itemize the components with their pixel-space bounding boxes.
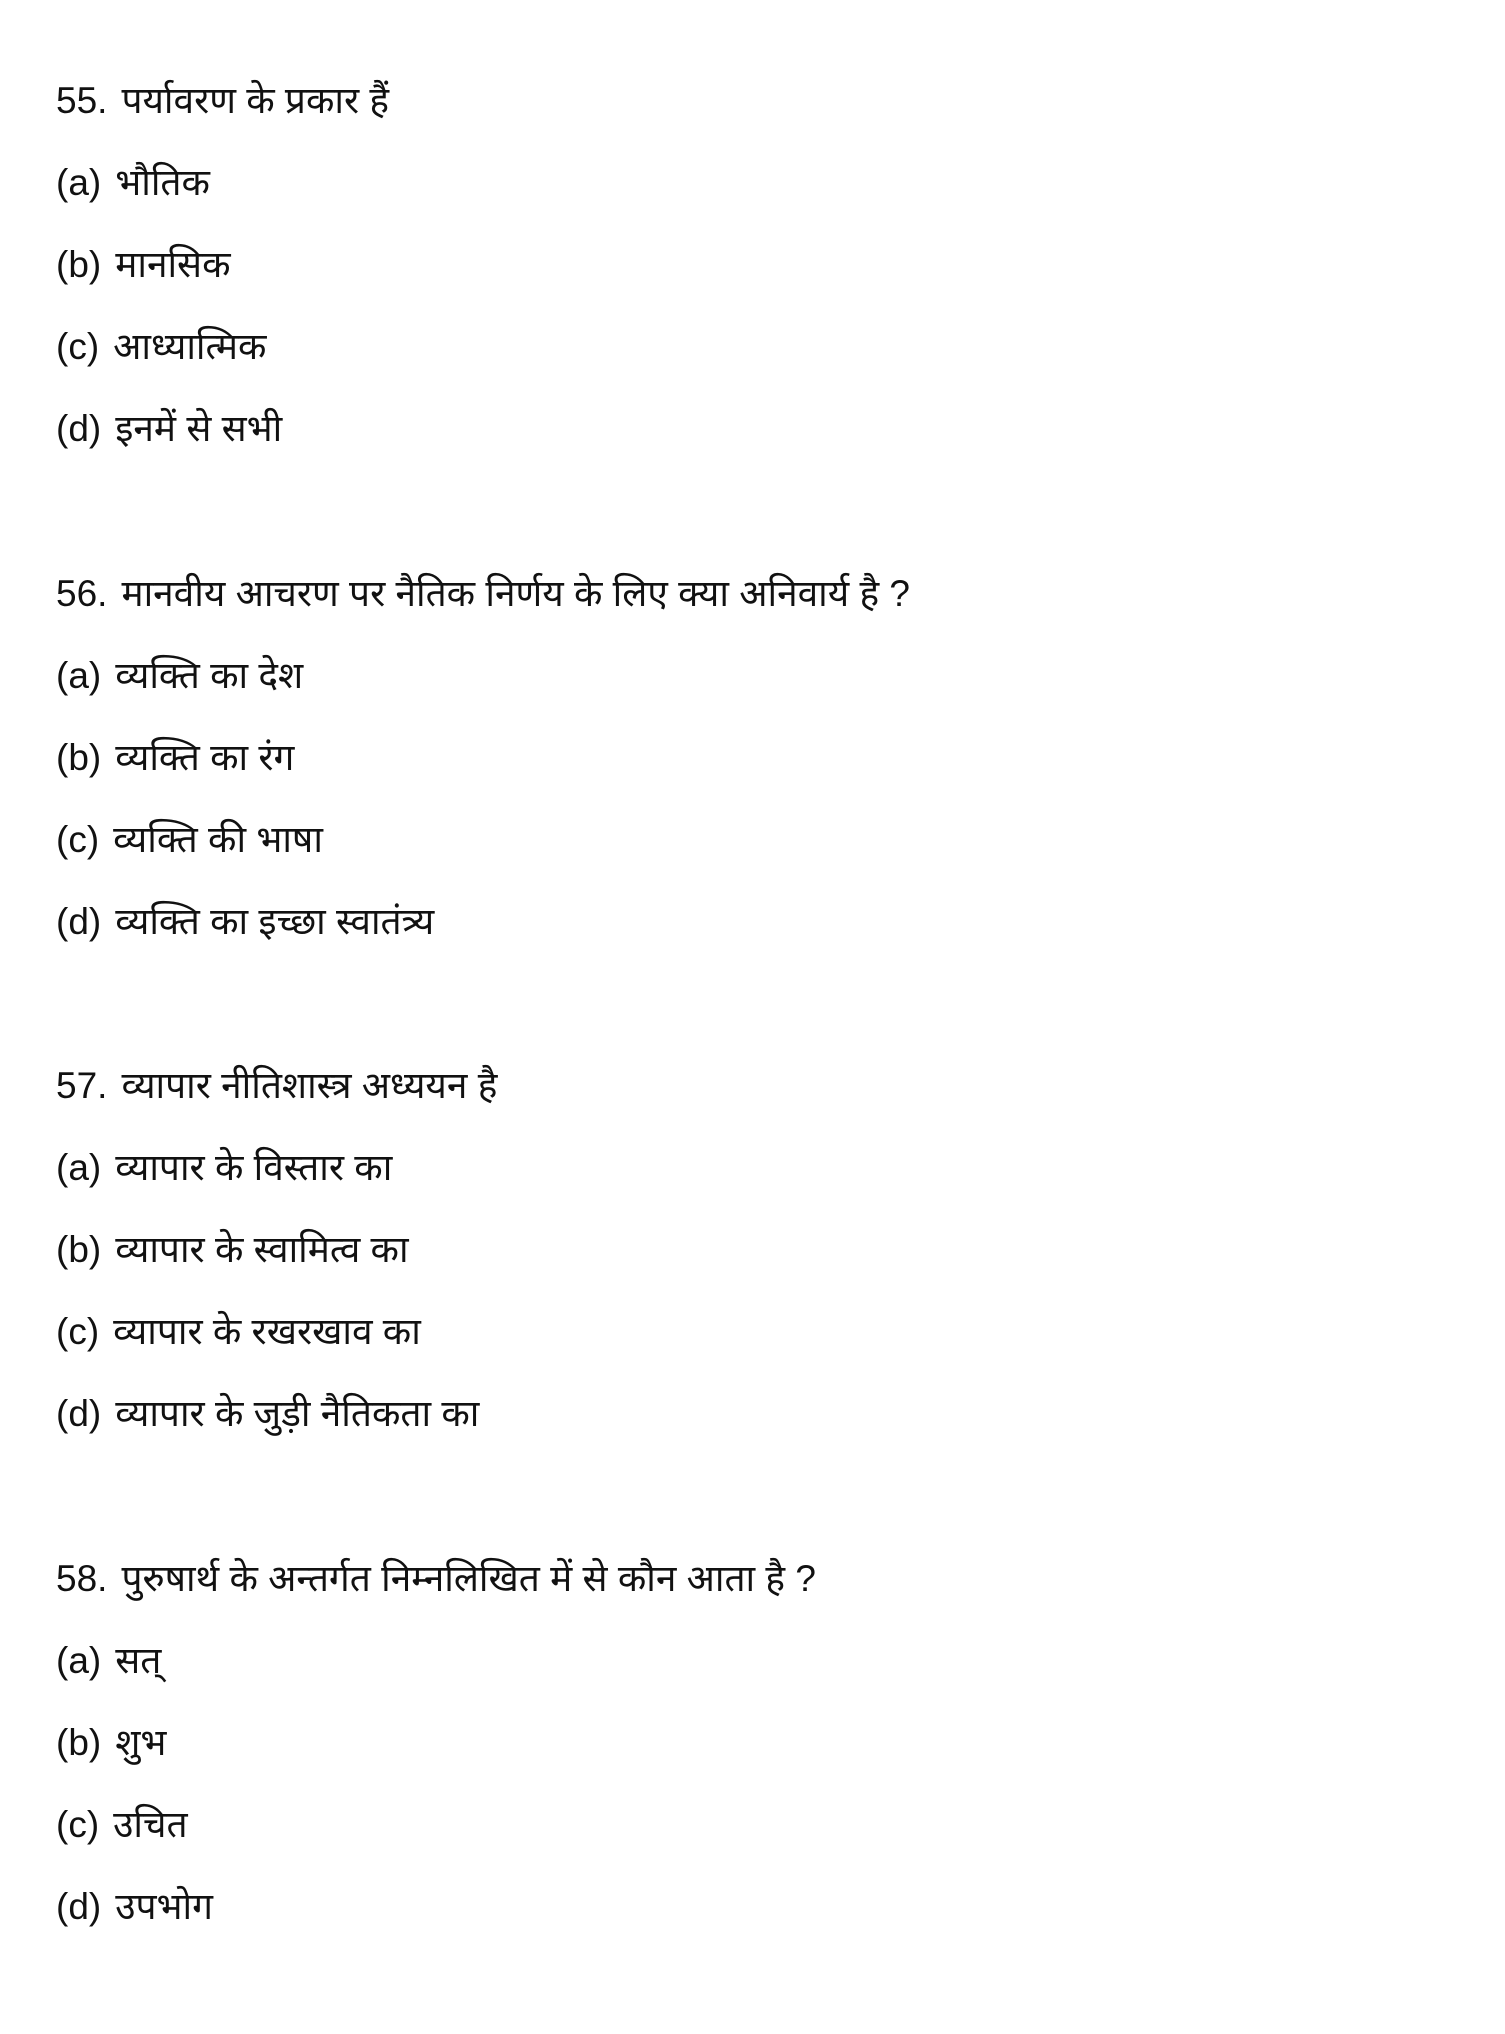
question-number: 56.: [56, 573, 108, 614]
question-block: [56, 1045, 497, 1455]
option-text: व्यक्ति का रंग: [115, 737, 295, 778]
option-item: [56, 717, 910, 799]
option-item: [56, 1291, 497, 1373]
option-text: उपभोग: [115, 1886, 213, 1927]
option-label: (b): [56, 1229, 102, 1270]
option-item: [56, 306, 389, 388]
question-stem: [56, 553, 910, 635]
option-item: [56, 635, 910, 717]
option-label: (c): [56, 819, 100, 860]
question-text: मानवीय आचरण पर नैतिक निर्णय के लिए क्या अनिवार्य है ?: [121, 573, 910, 614]
option-item: [56, 142, 389, 224]
option-text: व्यक्ति का देश: [115, 655, 304, 696]
question-stem: [56, 1538, 816, 1620]
option-text: व्यापार के स्वामित्व का: [115, 1229, 409, 1270]
option-item: [56, 1866, 816, 1948]
option-label: (a): [56, 655, 102, 696]
option-item: [56, 1209, 497, 1291]
option-text: शुभ: [115, 1722, 167, 1763]
option-label: (d): [56, 408, 102, 449]
option-text: व्यापार के विस्तार का: [115, 1147, 393, 1188]
option-text: उचित: [113, 1804, 188, 1845]
question-text: पुरुषार्थ के अन्तर्गत निम्नलिखित में से कौन आता है ?: [121, 1558, 816, 1599]
option-label: (a): [56, 162, 102, 203]
option-label: (b): [56, 1722, 102, 1763]
question-number: 55.: [56, 80, 108, 121]
option-label: (b): [56, 244, 102, 285]
option-label: (a): [56, 1147, 102, 1188]
option-item: [56, 1784, 816, 1866]
question-stem: [56, 1045, 497, 1127]
option-text: व्यक्ति का इच्छा स्वातंत्र्य: [115, 901, 435, 942]
option-item: [56, 1127, 497, 1209]
option-text: इनमें से सभी: [115, 408, 283, 449]
option-item: [56, 1373, 497, 1455]
question-block: [56, 60, 389, 470]
question-text: पर्यावरण के प्रकार हैं: [121, 80, 390, 121]
option-text: व्यक्ति की भाषा: [113, 819, 323, 860]
option-label: (d): [56, 1886, 102, 1927]
option-text: मानसिक: [115, 244, 231, 285]
option-label: (a): [56, 1640, 102, 1681]
option-label: (c): [56, 1311, 100, 1352]
option-text: सत्: [115, 1640, 162, 1681]
option-text: व्यापार के रखरखाव का: [113, 1311, 421, 1352]
option-item: [56, 881, 910, 963]
option-label: (d): [56, 1393, 102, 1434]
option-item: [56, 799, 910, 881]
option-item: [56, 1702, 816, 1784]
option-text: आध्यात्मिक: [113, 326, 267, 367]
question-number: 57.: [56, 1065, 108, 1106]
option-item: [56, 224, 389, 306]
question-block: [56, 1538, 816, 1948]
option-label: (d): [56, 901, 102, 942]
option-label: (b): [56, 737, 102, 778]
question-text: व्यापार नीतिशास्त्र अध्ययन है: [121, 1065, 498, 1106]
option-label: (c): [56, 326, 100, 367]
option-item: [56, 1620, 816, 1702]
question-number: 58.: [56, 1558, 108, 1599]
question-block: [56, 553, 910, 963]
option-text: भौतिक: [115, 162, 210, 203]
option-text: व्यापार के जुड़ी नैतिकता का: [115, 1393, 480, 1434]
option-item: [56, 388, 389, 470]
question-stem: [56, 60, 389, 142]
option-label: (c): [56, 1804, 100, 1845]
